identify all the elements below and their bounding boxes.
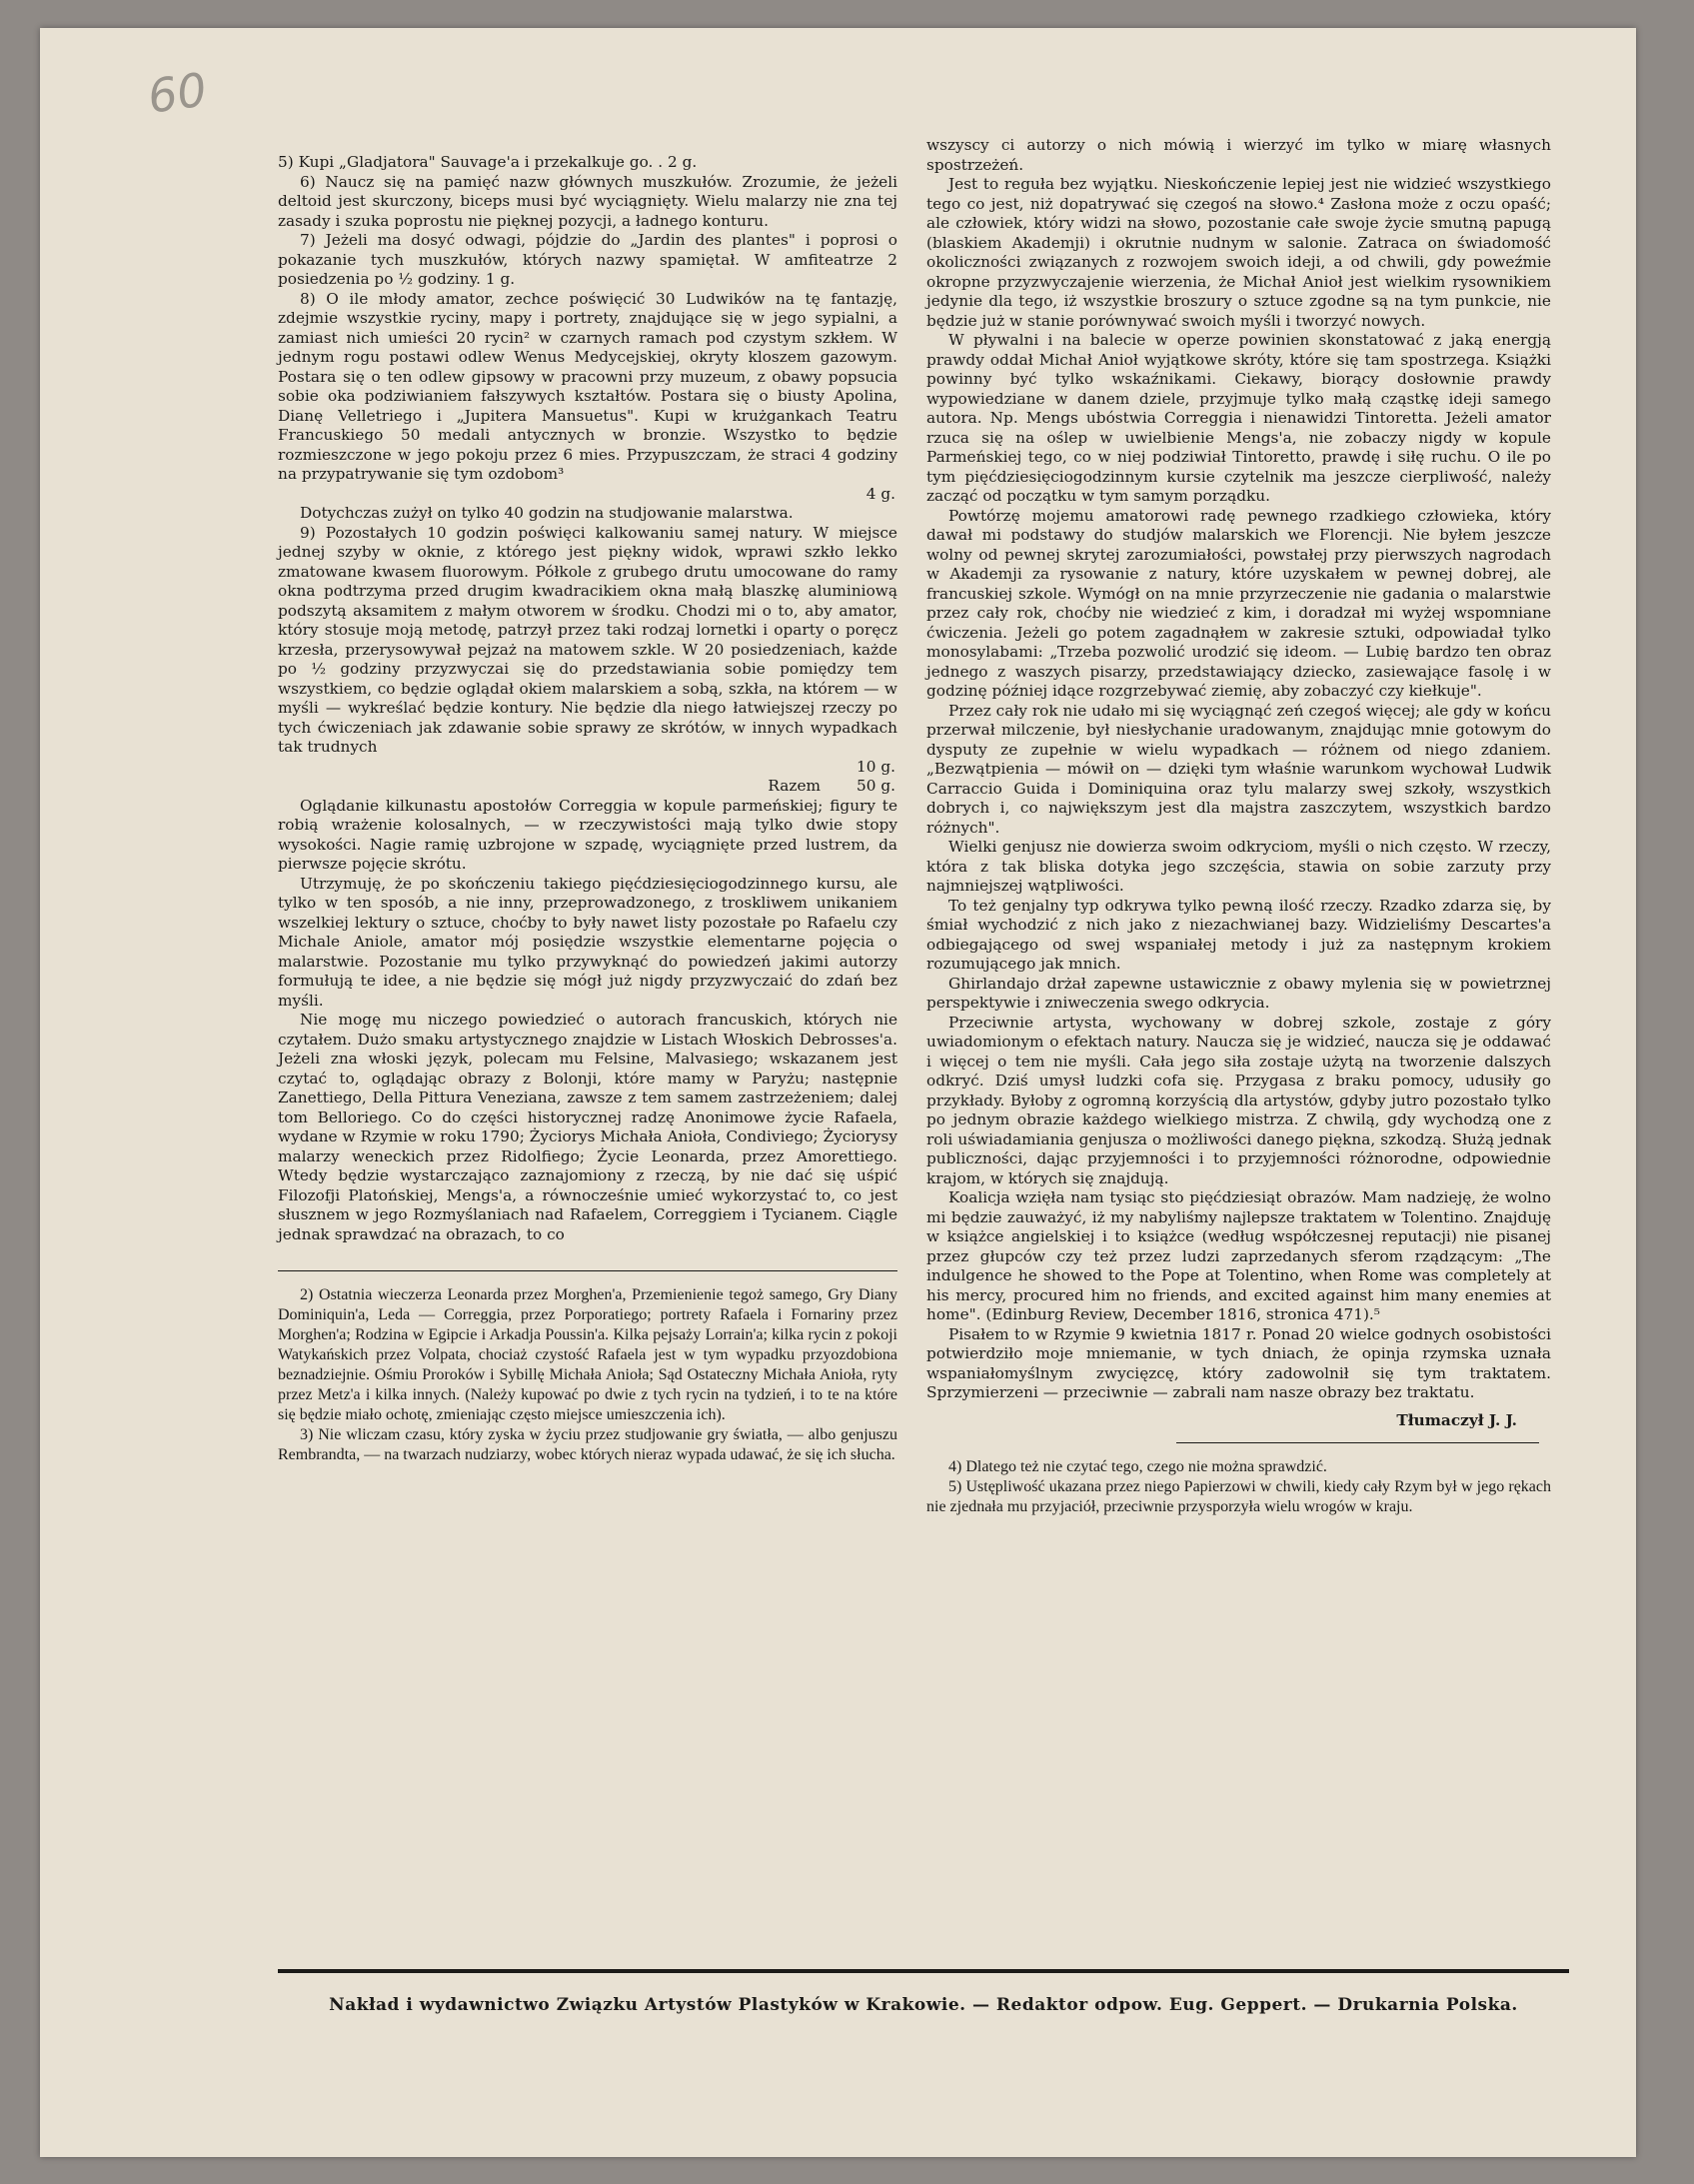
- handwritten-page-number: 60: [144, 62, 211, 124]
- paragraph: 9) Pozostałych 10 godzin poświęci kalkowaniu samej natury. W miejsce jednej szyby w oknie, z którego jest piękny widok, wprawi szkło lekko zmatowane kwasem fluorowym. Półkole z grubego drutu umocowane do ramy okna podtrzyma przed drugim kwadracikiem okna małą blaszkę aluminiową podszytą aksamitem z małym otworem w środku. Chodzi mi o to, aby amator, który stosuje moją metodę, patrzył przez taki rodzaj lornetki i oparty o poręcz krzesła, przerysowywał pejzaż na matowem szkle. W 20 posiedzeniach, każde po ½ godziny przyzwyczai się do przedstawiania sobie pomiędzy tem wszystkiem, co będzie oglądał okiem malarskiem a sobą, szkła, na którem — w myśli — wykreślać będzie kontury. Nie będzie dla niego łatwiejszej rzeczy po tych ćwiczeniach jak zdawanie sobie sprawy ze skrótów, w innych wypadkach tak trudnych: [278, 523, 897, 756]
- item-5-text: 5) Kupi „Gladjatora" Sauvage'a i przekalkuje go. . 2 g.: [278, 153, 698, 171]
- left-footnotes: [278, 1285, 897, 1465]
- bottom-rule: [278, 1969, 1569, 1973]
- paragraph: Powtórzę mojemu amatorowi radę pewnego rzadkiego człowieka, który dawał mi podstawy do studjów malarskich we Florencji. Nie byłem jeszcze wolny od pewnej skrytej zarozumiałości, powstałej przy pierwszych nagrodach w Akademji za rysowanie z natury, które uzyskałem w pewnej dobrej, ale francuskiej szkole. Wymógł on na mnie przyrzeczenie nie gadania o malarstwie przez cały rok, choćby nie wiedzieć z kim, i doradzał mi wyżej wspomniane ćwiczenia. Jeżeli go potem zagadnąłem w zakresie sztuki, odpowiadał tylko monosylabami: „Trzeba pozwolić urodzić się ideom. — Lubię bardzo ten obraz jednego z waszych pisarzy, przedstawiający dziecko, zasiewające fasolę i w godzinę później idące rozgrzebywać ziemię, aby zobaczyć czy kiełkuje".: [926, 506, 1551, 700]
- total-label: Razem: [768, 777, 822, 795]
- footnote: 2) Ostatnia wieczerza Leonarda przez Morghen'a, Przemienienie tegoż samego, Gry Diany Dominiquin'a, Leda — Correggia, przez Porporatiego; portrety Rafaela i Fornariny przez Morghen'a; Rodzina w Egipcie i Arkadja Poussin'a. Kilka pejsaży Lorrain'a; kilka rycin z pokoji Watykańskich przez Volpata, chociaż czystość Rafaela jest w tym wypadku przyozdobiona beznadziejnie. Ośmiu Proroków i Sybillę Michała Anioła; Sąd Ostateczny Michała Anioła, ryty przez Metz'a i kilka innych. (Należy kupować po dwie z tych rycin na tydzień, i to te na które się będzie miało ochotę, zmieniając często miejsce umieszczenia ich).: [278, 1286, 897, 1423]
- paragraph: Koalicja wzięła nam tysiąc sto pięćdziesiąt obrazów. Mam nadzieję, że wolno mi będzie zauważyć, iż my nabyliśmy najlepsze traktatem w Tolentino. Znajduję w książce angielskiej i to książce (według współczesnej reputacji) nie pisanej przez głupców czy też przez ludzi zaprzedanych sferom rządzącym: „The indulgence he showed to the Pope at Tolentino, when Rome was completely at his mercy, procured him no friends, and excited against him many enemies at home". (Edinburg Review, December 1816, stronica 471).⁵: [926, 1188, 1551, 1323]
- item-9-amount: 10 g.: [856, 757, 895, 776]
- footnote-rule: [1176, 1442, 1539, 1443]
- colophon: Nakład i wydawnictwo Związku Artystów Plastyków w Krakowie. — Redaktor odpow. Eug. Geppert. — Drukarnia Polska.: [329, 1995, 1518, 2015]
- paragraph: Ghirlandajo drżał zapewne ustawicznie z obawy mylenia się w powietrznej perspektywie i zniweczenia swego odkrycia.: [926, 974, 1551, 1012]
- paragraph: 8) O ile młody amator, zechce poświęcić 30 Ludwików na tę fantazję, zdejmie wszystkie ryciny, mapy i portrety, znajdujące się w jego sypialni, a zamiast nich umieści 20 rycin² w czarnych ramach pod czystym szkłem. W jednym rogu postawi odlew Wenus Medycejskiej, okryty kloszem gazowym. Postara się o ten odlew gipsowy w pracowni przy muzeum, z obawy popsucia sobie oka podziwianiem fałszywych kształtów. Postara się o biusty Apolina, Dianę Velletriego i „Jupitera Mansuetus". Kupi w krużgankach Teatru Francuskiego 50 medali antycznych w bronzie. Wszystko to będzie rozmieszczone w jego pokoju przez 6 mies. Przypuszczam, że straci 4 godziny na przypatrywanie się tym ozdobom³: [278, 289, 897, 483]
- paragraph: wszyscy ci autorzy o nich mówią i wierzyć im tylko w miarę własnych spostrzeżeń.: [926, 136, 1551, 174]
- paragraph: Przeciwnie artysta, wychowany w dobrej szkole, zostaje z góry uwiadomionym o efektach natury. Naucza się je widzieć, naucza się je oddawać i więcej o tem nie myśli. Cała jego siła zostaje użytą na tworzenie dalszych odkryć. Dziś umysł ludzki cofa się. Przygasa z braku pomocy, udusiły go przykłady. Byłoby z ogromną korzyścią dla artystów, gdyby jutro pozostało tylko po jednym obrazie każdego wielkiego mistrza. Z chwilą, gdy wychodzą one z roli uświadamiania genjusza o możliwości danego piękna, szkodzą. Służą jednak publiczności, dając przyjemności i to przyjemności różnorodne, odpowiednie krajom, w których się znajdują.: [926, 1013, 1551, 1187]
- tally-line: [278, 485, 897, 505]
- item-5-line: [278, 153, 897, 173]
- newspaper-page: [40, 28, 1636, 2157]
- paragraph: Dotychczas zużył on tylko 40 godzin na studjowanie malarstwa.: [300, 504, 794, 522]
- paragraph: 7) Jeżeli ma dosyć odwagi, pójdzie do „Jardin des plantes" i poprosi o pokazanie tych muszkułów, których nazwy spamiętał. W amfiteatrze 2 posiedzenia po ½ godziny. 1 g.: [278, 231, 897, 288]
- paragraph: Nie mogę mu niczego powiedzieć o autorach francuskich, których nie czytałem. Dużo smaku artystycznego znajdzie w Listach Włoskich Debrosses'a. Jeżeli zna włoski język, polecam mu Felsine, Malvasiego; wskazanem jest czytać to, oglądając obrazy z Bolonji, które mamy w Paryżu; następnie Zanettiego, Della Pittura Veneziana, zawsze z tem samem zastrzeżeniem; dalej tom Belloriego. Co do części historycznej radzę Anonimowe życie Rafaela, wydane w Rzymie w roku 1790; Życiorys Michała Anioła, Condiviego; Życiorysy malarzy weneckich przez Ridolfiego; Życie Leonarda, przez Amorettiego. Wtedy będzie wystarczająco zaznajomiony z rzeczą, by nie dać się uśpić Filozofji Platońskiej, Mengs'a, a równocześnie umieć wykorzystać to, co jest słusznem w jego Rozmyślaniach nad Rafaelem, Correggiem i Tycianem. Ciągle jednak sprawdzać na obrazach, to co: [278, 1011, 897, 1243]
- total-amount: 50 g.: [856, 777, 895, 795]
- paragraph: To też genjalny typ odkrywa tylko pewną ilość rzeczy. Rzadko zdarza się, by śmiał wychodzić z nich jako z niezachwianej bazy. Widzieliśmy Descartes'a odbiegającego od swej wspaniałej metody i już za następnym krokiem rozumującego jak mnich.: [926, 896, 1551, 973]
- paragraph: Pisałem to w Rzymie 9 kwietnia 1817 r. Ponad 20 wielce godnych osobistości potwierdziło moje mniemanie, w tych dniach, że opinja rzymska uznała wspaniałomyślnym zwycięzcę, który zadowolnił się tym traktatem. Sprzymierzeni — przeciwnie — zabrali nam nasze obrazy bez traktatu.: [926, 1324, 1551, 1401]
- translator-signature: Tłumaczył J. J.: [1396, 1410, 1517, 1429]
- paragraph: 6) Naucz się na pamięć nazw głównych muszkułów. Zrozumie, że jeżeli deltoid jest skurczony, biceps musi być wyciągnięty. Wielu malarzy nie zna tej zasady i szuka poprostu nie pięknej pozycji, a ładnego konturu.: [278, 172, 897, 230]
- paragraph: Oglądanie kilkunastu apostołów Correggia w kopule parmeńskiej; figury te robią wrażenie kolosalnych, — w rzeczywistości mają tylko dwie stopy wysokości. Nagie ramię uzbrojone w szpadę, wyciągnięte przed lustrem, da pierwsze pojęcie skrótu.: [278, 796, 897, 873]
- tally-line: [278, 758, 897, 778]
- footnote: 5) Ustępliwość ukazana przez niego Papierzowi w chwili, kiedy cały Rzym był w jego rękach nie zjednała mu przyjaciół, przeciwnie przysporzyła wielu wrogów w kraju.: [926, 1478, 1551, 1515]
- right-column: [926, 136, 1551, 1517]
- paragraph: Jest to reguła bez wyjątku. Nieskończenie lepiej jest nie widzieć wszystkiego tego co jest, niż dopatrywać się czegoś na słowo.⁴ Zasłona może z oczu opaść; ale człowiek, który widzi na słowo, pozostanie całe swoje życie smutną papugą (blaskiem Akademji) i okrutnie nudnym w salonie. Zatraca on świadomość okoliczności związanych z rozwojem swoich ideji, a od chwili, gdy poweźmie okropne przyzwyczajenie wierzenia, że Michał Anioł jest wielkim rysownikiem jedynie dla tego, iż wszystkie broszury o sztuce zgodne są na tym punkcie, nie będzie już w stanie porównywać swoich myśli i tworzyć nowych.: [926, 175, 1551, 330]
- footnote-rule: [278, 1270, 897, 1271]
- left-column: [278, 153, 897, 1465]
- total-line: [278, 777, 897, 797]
- right-footnotes: [926, 1457, 1551, 1517]
- paragraph: Utrzymuję, że po skończeniu takiego pięćdziesięciogodzinnego kursu, ale tylko w ten sposób, a nie inny, przeprowadzonego, z troskliwem unikaniem wszelkiej lektury o sztuce, choćby to były nawet listy pozostałe po Rafaelu czy Michale Aniole, amator mój posiędzie wszystkie elementarne pojęcia o malarstwie. Pozostanie mu tylko przywyknąć do powiedzeń jakimi autorzy formułują te idee, a nie będzie się mógł już nigdy przyzwyczaić do zdań bez myśli.: [278, 874, 897, 1010]
- paragraph: Wielki genjusz nie dowierza swoim odkryciom, myśli o nich często. W rzeczy, która z tak bliska dotyka jego szczęścia, stawia on sobie zarzuty przy najmniejszej wątpliwości.: [926, 838, 1551, 895]
- footnote: 3) Nie wliczam czasu, który zyska w życiu przez studjowanie gry światła, — albo genjuszu Rembrandta, — na twarzach nudziarzy, wobec których nieraz wypada udawać, że się ich słucha.: [278, 1426, 897, 1463]
- paragraph: W pływalni i na balecie w operze powinien skonstatować z jaką energją prawdy oddał Michał Anioł wyjątkowe skróty, które się tam spostrzega. Książki powinny być tylko wskaźnikami. Ciekawy, biorący dosłownie prawdy wypowiedziane w danem dziele, przyjmuje tylko małą cząstkę ideji samego autora. Np. Mengs ubóstwia Correggia i nienawidzi Tintoretta. Jeżeli amator rzuca się na oślep w uwielbienie Mengs'a, nie zobaczy nigdy w kopule Parmeńskiej tego, co w niej podziwiał Tintoretto, prawdę i siłę ruchu. O ile po tym pięćdziesięciogodzinnym kursie czytelnik ma jeszcze cierpliwość, należy zacząć od początku w tym samym porządku.: [926, 331, 1551, 505]
- item-8-amount: 4 g.: [865, 484, 895, 503]
- paragraph: Przez cały rok nie udało mi się wyciągnąć zeń czegoś więcej; ale gdy w końcu przerwał milczenie, był niesłychanie uradowanym, znajdując mnie gotowym do dysputy ze zupełnie w wielu wypadkach — różnem od niego zdaniem. „Bezwątpienia — mówił on — dzięki tym właśnie warunkom wychował Ludwik Carraccio Guida i Dominiquina oraz tylu malarzy swej szkoły, wszystkich dobrych i, co największym jest dla majstra zaszczytem, wszystkich bardzo różnych".: [926, 701, 1551, 837]
- footnote: 4) Dlatego też nie czytać tego, czego nie można sprawdzić.: [948, 1458, 1327, 1475]
